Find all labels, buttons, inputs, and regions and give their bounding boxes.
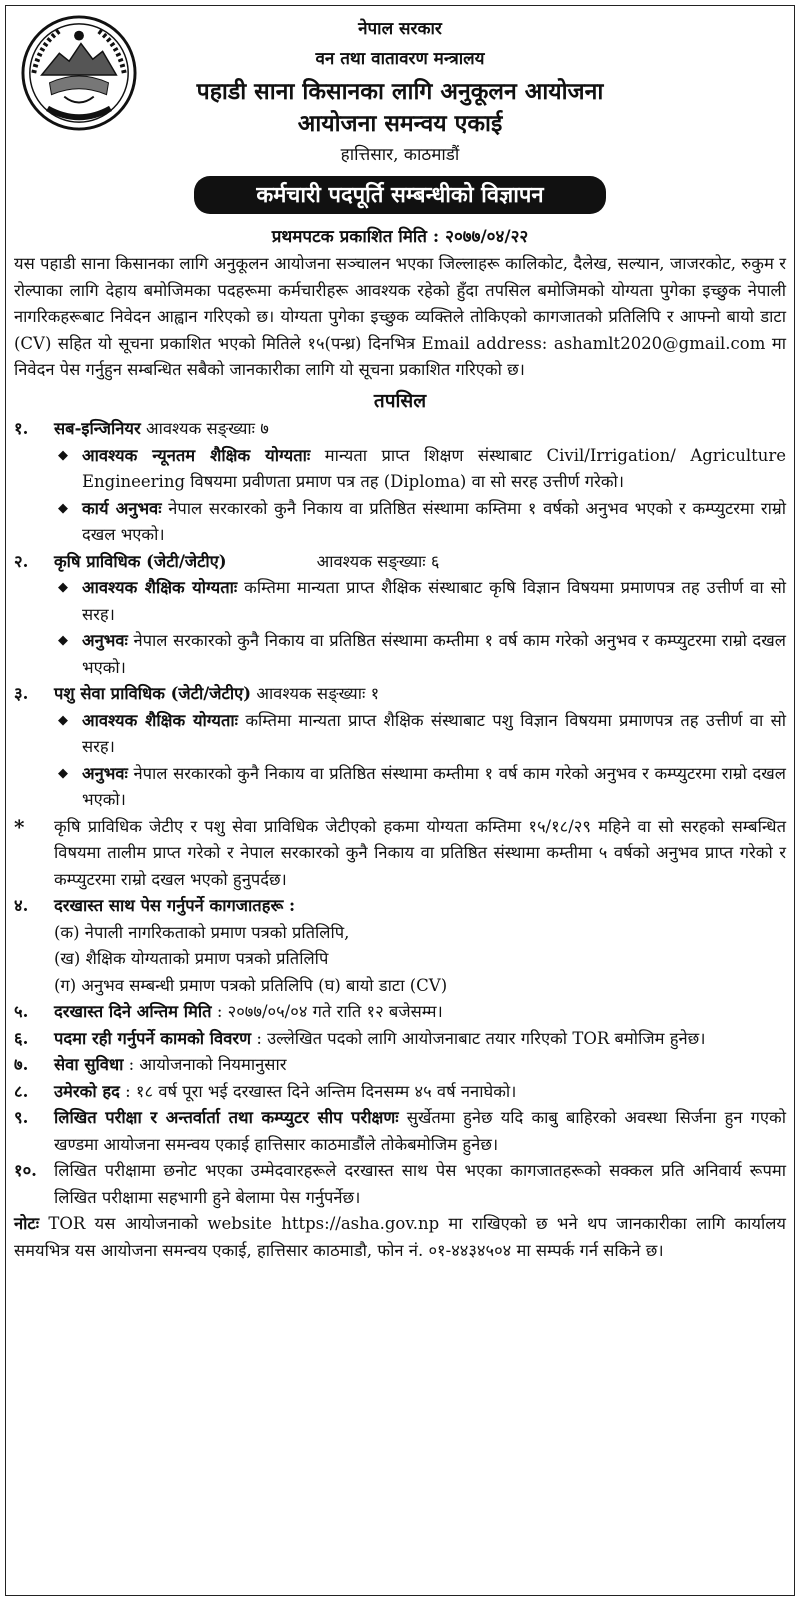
- item-number: ८.: [14, 1081, 29, 1101]
- intro-paragraph: यस पहाडी साना किसानका लागि अनुकूलन आयोजना सञ्चालन भएका जिल्लाहरू कालिकोट, दैलेख, सल्यान, जाजरकोट, रुकुम र रोल्पाका लागि देहाय बमोजिमका पदहरूमा कर्मचारीहरू आवश्यक रहेको हुँदा तपसिल बमोजिमको योग्यता पुगेका इच्छुक नेपाली नागरिकहरूबाट निवेदन आह्वान गरिएको छ। योग्यता पुगेका इच्छुक व्यक्तिले तोकिएको कागजातको प्रतिलिपि र आफ्नो बायो डाटा (CV) सहित यो सूचना प्रकाशित भएको मितिले १५(पन्ध्र) दिनभित्र Email address: ashamlt2020@gmail.com मा निवेदन पेस गर्नुहुन सम्बन्धित सबैको जानकारीका लागि यो सूचना प्रकाशित गरिएको छ।: [14, 254, 786, 379]
- position-count: आवश्यक सङ्ख्याः ७: [145, 419, 269, 438]
- numbered-item: [14, 1079, 786, 1106]
- item-number: ४.: [14, 896, 29, 915]
- requirement-label: आवश्यक न्यूनतम शैक्षिक योग्यताः: [82, 445, 311, 465]
- header-project: पहाडी साना किसानका लागि अनुकूलन आयोजना: [196, 78, 604, 105]
- tapasil-heading: तपसिल: [373, 389, 427, 412]
- position-item: [14, 416, 786, 443]
- position-count: आवश्यक सङ्ख्याः ६: [316, 551, 440, 571]
- position-number: १.: [14, 419, 29, 438]
- publish-date: प्रथमपटक प्रकाशित मिति : २०७७/०४/२२: [271, 227, 529, 247]
- item-label: दरखास्त दिने अन्तिम मिति: [54, 1002, 212, 1021]
- document-sub-item: (ख) शैक्षिक योग्यताको प्रमाण पत्रको प्रतिलिपि: [54, 949, 329, 968]
- item-label: पदमा रही गर्नुपर्ने कामको विवरण: [54, 1028, 252, 1048]
- requirement-bullet: [58, 443, 786, 496]
- requirement-bullet: [58, 708, 786, 761]
- note-label: नोटः: [14, 1214, 40, 1233]
- diamond-bullet-icon: ◆: [58, 712, 68, 728]
- footer-note: [14, 1211, 786, 1264]
- header-government: नेपाल सरकार: [358, 19, 442, 39]
- diamond-bullet-icon: ◆: [58, 580, 68, 595]
- item-text: : उल्लेखित पदको लागि आयोजनाबाट तयार गरिएको TOR बमोजिम हुनेछ।: [251, 1028, 706, 1048]
- star-note-text: कृषि प्राविधिक जेटीए र पशु सेवा प्राविधिक जेटीएको हकमा योग्यता कम्तिमा १५/१८/२९ महिने वा सो सरहको सम्बन्धित विषयमा तालीम प्राप्त गरेको र नेपाल सरकारको कुनै निकाय वा प्रतिष्ठित संस्थामा कम्तीमा ५ वर्षको अनुभव प्राप्त गरेको र कम्प्युटरमा राम्रो दखल भएको हुनुपर्दछ।: [54, 816, 786, 889]
- advertisement-page: [5, 5, 795, 1596]
- item-label: दरखास्त साथ पेस गर्नुपर्ने कागजातहरू :: [54, 896, 296, 915]
- numbered-item: [14, 1026, 786, 1053]
- numbered-item: [14, 1105, 786, 1158]
- diamond-bullet-icon: ◆: [58, 633, 68, 648]
- position-count: आवश्यक सङ्ख्याः १: [256, 684, 380, 703]
- header-ministry: वन तथा वातावरण मन्त्रालय: [315, 49, 485, 69]
- item-number: ९.: [14, 1108, 29, 1127]
- position-item: [14, 549, 786, 576]
- diamond-bullet-icon: ◆: [58, 500, 68, 516]
- numbered-item: [14, 999, 786, 1026]
- diamond-bullet-icon: ◆: [58, 447, 68, 463]
- position-title: सब-इन्जिनियर: [54, 419, 141, 438]
- requirement-text: नेपाल सरकारको कुनै निकाय वा प्रतिष्ठित संस्थामा कम्तीमा १ वर्ष काम गरेको अनुभव र कम्प्युटरमा राम्रो दखल भएको।: [82, 763, 786, 809]
- item-label: उमेरको हद: [54, 1081, 120, 1101]
- requirement-label: आवश्यक शैक्षिक योग्यताः: [82, 578, 238, 597]
- item-label: लिखित परीक्षा र अन्तर्वार्ता तथा कम्प्युटर सीप परीक्षणः: [54, 1108, 399, 1127]
- document-sub-item: (ग) अनुभव सम्बन्धी प्रमाण पत्रको प्रतिलिपि (घ) बायो डाटा (CV): [54, 975, 448, 995]
- item-number: ६.: [14, 1028, 29, 1048]
- item-text: : १८ वर्ष पूरा भई दरखास्त दिने अन्तिम दिनसम्म ४५ वर्ष ननाघेको।: [119, 1081, 517, 1101]
- requirement-bullet: [58, 761, 786, 814]
- requirement-text: कम्तिमा मान्यता प्राप्त शैक्षिक संस्थाबाट कृषि विज्ञान विषयमा प्रमाणपत्र तह उत्तीर्ण वा सो सरह।: [82, 578, 786, 624]
- item-number: १०.: [14, 1161, 37, 1180]
- requirement-label: कार्य अनुभवः: [82, 498, 162, 518]
- requirement-label: आवश्यक शैक्षिक योग्यताः: [82, 710, 239, 730]
- numbered-item: [14, 1052, 786, 1079]
- requirement-text: कम्तिमा मान्यता प्राप्त शैक्षिक संस्थाबाट पशु विज्ञान विषयमा प्रमाणपत्र तह उत्तीर्ण वा सो सरह।: [82, 710, 787, 756]
- header-address: हात्तिसार, काठमाडौं: [340, 145, 460, 165]
- item-text: सुर्खेतमा हुनेछ यदि काबु बाहिरको अवस्था सिर्जना हुन गएको खण्डमा आयोजना समन्वय एकाई हात्तिसार काठमाडौंले तोकेबमोजिम हुनेछ।: [54, 1108, 786, 1154]
- documents-item: [14, 893, 786, 920]
- position-number: ३.: [14, 684, 29, 703]
- position-item: [14, 681, 786, 708]
- item-number: ७.: [14, 1055, 29, 1074]
- position-title: पशु सेवा प्राविधिक (जेटी/जेटीए): [54, 684, 252, 703]
- item-text: लिखित परीक्षामा छनोट भएका उम्मेदवारहरूले दरखास्त साथ पेस भएका कागजातहरूको सक्कल प्रति अनिवार्य रूपमा लिखित परीक्षामा सहभागी हुने बेलामा पेस गर्नुपर्नेछ।: [54, 1161, 786, 1207]
- item-text: : २०७७/०५/०४ गते राति १२ बजेसम्म।: [211, 1002, 443, 1021]
- header-unit: आयोजना समन्वय एकाई: [297, 110, 503, 137]
- note-text: TOR यस आयोजनाको website https://asha.gov.np मा राखिएको छ भने थप जानकारीका लागि कार्यालय समयभित्र यस आयोजना समन्वय एकाई, हात्तिसार काठमाडौ, फोन नं. ०१-४४३४५०४ मा सम्पर्क गर्न सकिने छ।: [14, 1214, 786, 1260]
- position-number: २.: [14, 551, 29, 571]
- position-title: कृषि प्राविधिक (जेटी/जेटीए): [54, 551, 227, 571]
- asterisk-mark: *: [14, 814, 25, 839]
- requirement-label: अनुभवः: [82, 763, 128, 783]
- diamond-bullet-icon: ◆: [58, 765, 68, 781]
- item-text: : आयोजनाको नियमानुसार: [123, 1055, 287, 1074]
- item-label: सेवा सुविधा: [54, 1055, 124, 1074]
- requirement-bullet: [58, 575, 786, 628]
- document-sub-item: (क) नेपाली नागरिकताको प्रमाण पत्रको प्रतिलिपि,: [54, 922, 350, 942]
- requirement-text: नेपाल सरकारको कुनै निकाय वा प्रतिष्ठित संस्थामा कम्तिमा १ वर्षको अनुभव भएको र कम्प्युटरमा राम्रो दखल भएको।: [82, 498, 786, 544]
- requirement-label: अनुभवः: [82, 631, 128, 650]
- numbered-item: [14, 1158, 786, 1211]
- requirement-text: मान्यता प्राप्त शिक्षण संस्थाबाट Civil/Irrigation/ Agriculture Engineering विषयमा प्रवीणता प्रमाण पत्र तह (Diploma) वा सो सरह उत्तीर्ण गरेको।: [82, 445, 787, 491]
- notice-body: [14, 251, 786, 1264]
- requirement-bullet: [58, 496, 786, 549]
- item-number: ५.: [14, 1002, 29, 1021]
- requirement-bullet: [58, 628, 786, 681]
- requirement-text: नेपाल सरकारको कुनै निकाय वा प्रतिष्ठित संस्थामा कम्तीमा १ वर्ष काम गरेको अनुभव र कम्प्युटरमा राम्रो दखल भएको।: [82, 631, 786, 677]
- star-note: [14, 814, 786, 894]
- notice-title-banner: कर्मचारी पदपूर्ति सम्बन्धीको विज्ञापन: [194, 176, 606, 214]
